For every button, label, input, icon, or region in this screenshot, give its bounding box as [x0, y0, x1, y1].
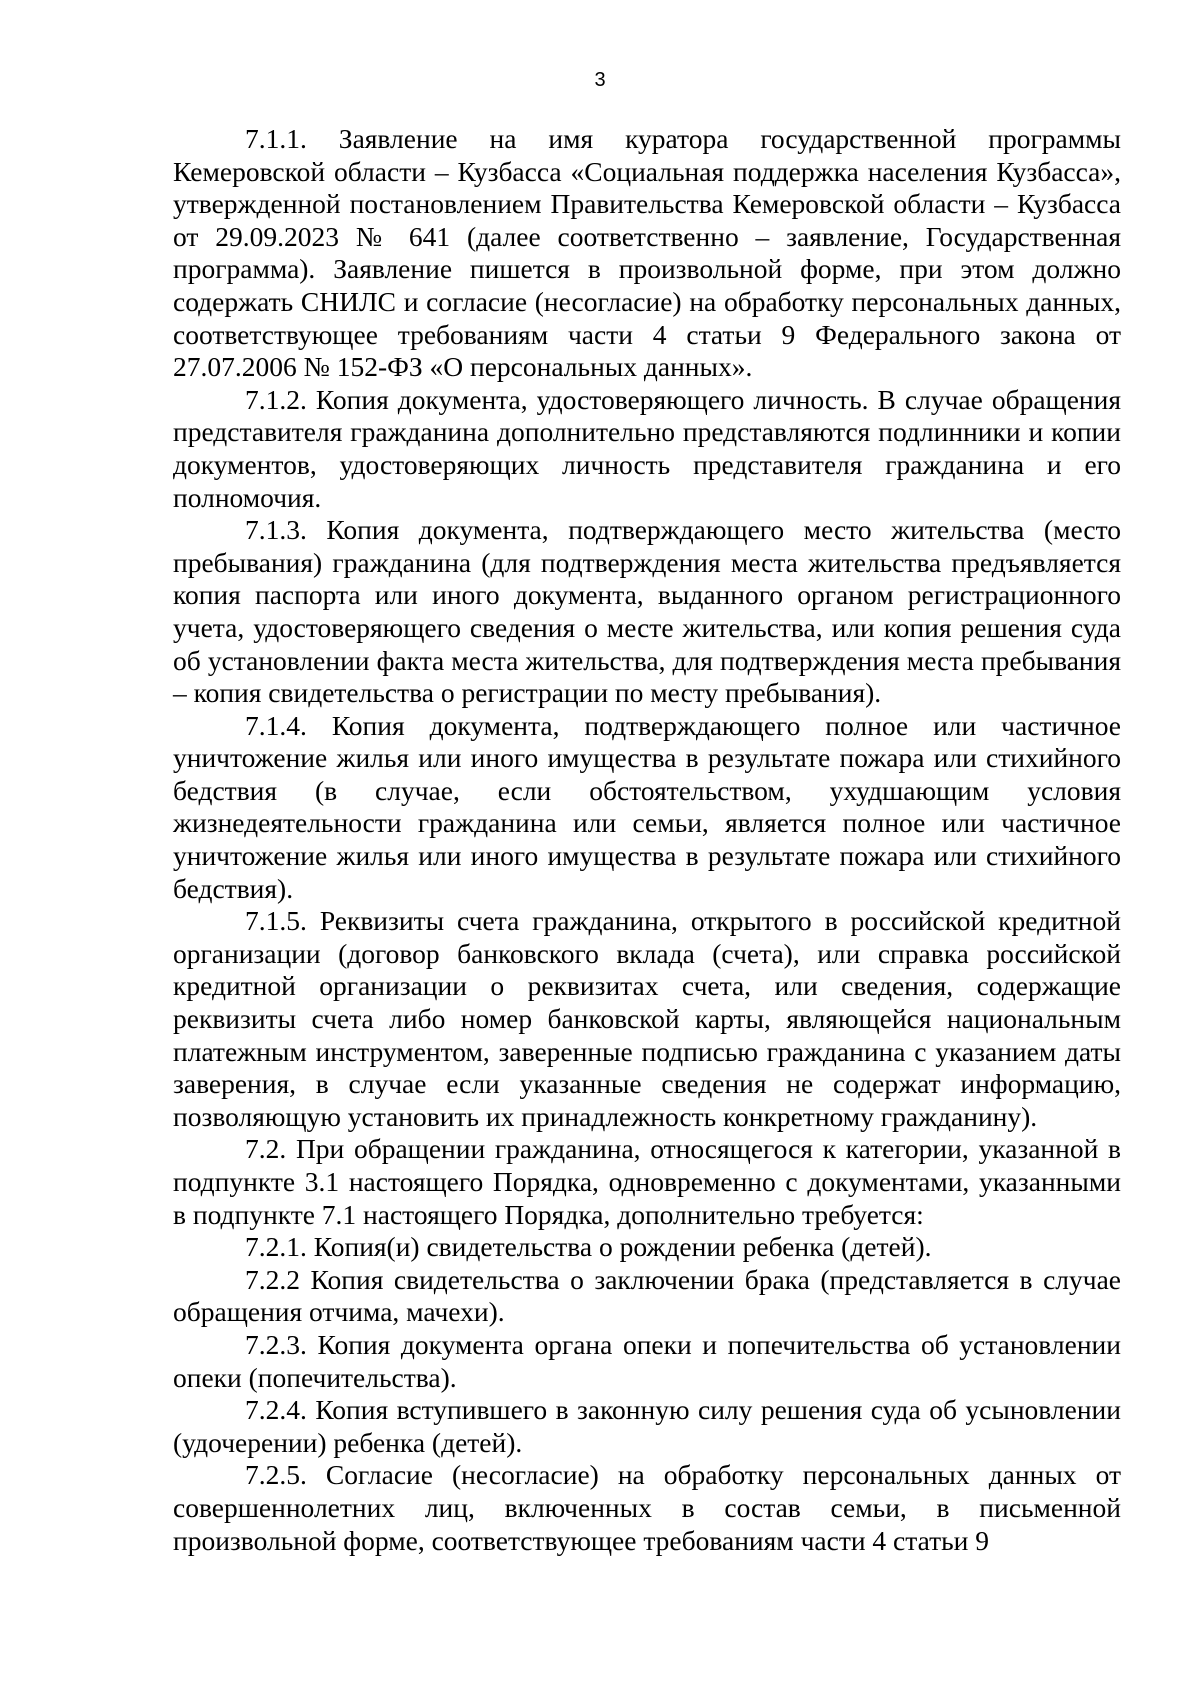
paragraph-7-2-4: 7.2.4. Копия вступившего в законную силу решения суда об усыновлении (удочерении) ребенка (детей). — [173, 1394, 1121, 1458]
paragraph-7-2: 7.2. При обращении гражданина, относящегося к категории, указанной в подпункте 3.1 настоящего Порядка, одновременно с документами, указанными в подпункте 7.1 настоящего Порядка, дополнительно требуется: — [173, 1133, 1121, 1230]
paragraph-7-1-1: 7.1.1. Заявление на имя куратора государственной программы Кемеровской области – Кузбасса «Социальная поддержка населения Кузбасса», утвержденной постановлением Правительства Кемеровской области – Кузбасса от 29.09.2023 № 641 (далее соответственно – заявление, Государственная программа). Заявление пишется в произвольной форме, при этом должно содержать СНИЛС и согласие (несогласие) на обработку персональных данных, соответствующее требованиям части 4 статьи 9 Федерального закона от 27.07.2006 № 152-ФЗ «О персональных данных». — [173, 123, 1121, 383]
document-body — [173, 123, 1121, 1557]
paragraph-7-1-3: 7.1.3. Копия документа, подтверждающего место жительства (место пребывания) гражданина (для подтверждения места жительства предъявляется копия паспорта или иного документа, выданного органом регистрационного учета, удостоверяющего сведения о месте жительства, или копия решения суда об установлении факта места жительства, для подтверждения места пребывания – копия свидетельства о регистрации по месту пребывания). — [173, 514, 1121, 709]
paragraph-7-2-1: 7.2.1. Копия(и) свидетельства о рождении ребенка (детей). — [245, 1231, 932, 1263]
paragraph-7-2-3: 7.2.3. Копия документа органа опеки и попечительства об установлении опеки (попечительства). — [173, 1328, 1121, 1393]
paragraph-7-2-5: 7.2.5. Согласие (несогласие) на обработку персональных данных от совершеннолетних лиц, включенных в состав семьи, в письменной произвольной форме, соответствующее требованиям части 4 статьи 9 — [173, 1459, 1121, 1556]
paragraph-7-1-2: 7.1.2. Копия документа, удостоверяющего личность. В случае обращения представителя гражданина дополнительно представляются подлинники и копии документов, удостоверяющих личность представителя гражданина и его полномочия. — [173, 383, 1121, 513]
paragraph-7-1-5: 7.1.5. Реквизиты счета гражданина, открытого в российской кредитной организации (договор банковского вклада (счета), или справка российской кредитной организации о реквизитах счета, или сведения, содержащие реквизиты счета либо номер банковской карты, являющейся национальным платежным инструментом, заверенные подписью гражданина с указанием даты заверения, в случае если указанные сведения не содержат информацию, позволяющую установить их принадлежность конкретному гражданину). — [173, 905, 1121, 1132]
paragraph-7-2-2: 7.2.2 Копия свидетельства о заключении брака (представляется в случае обращения отчима, мачехи). — [173, 1263, 1121, 1328]
page-number: 3 — [594, 69, 606, 91]
paragraph-7-1-4: 7.1.4. Копия документа, подтверждающего полное или частичное уничтожение жилья или иного имущества в результате пожара или стихийного бедствия (в случае, если обстоятельством, ухудшающим условия жизнедеятельности гражданина или семьи, является полное или частичное уничтожение жилья или иного имущества в результате пожара или стихийного бедствия). — [173, 709, 1121, 904]
